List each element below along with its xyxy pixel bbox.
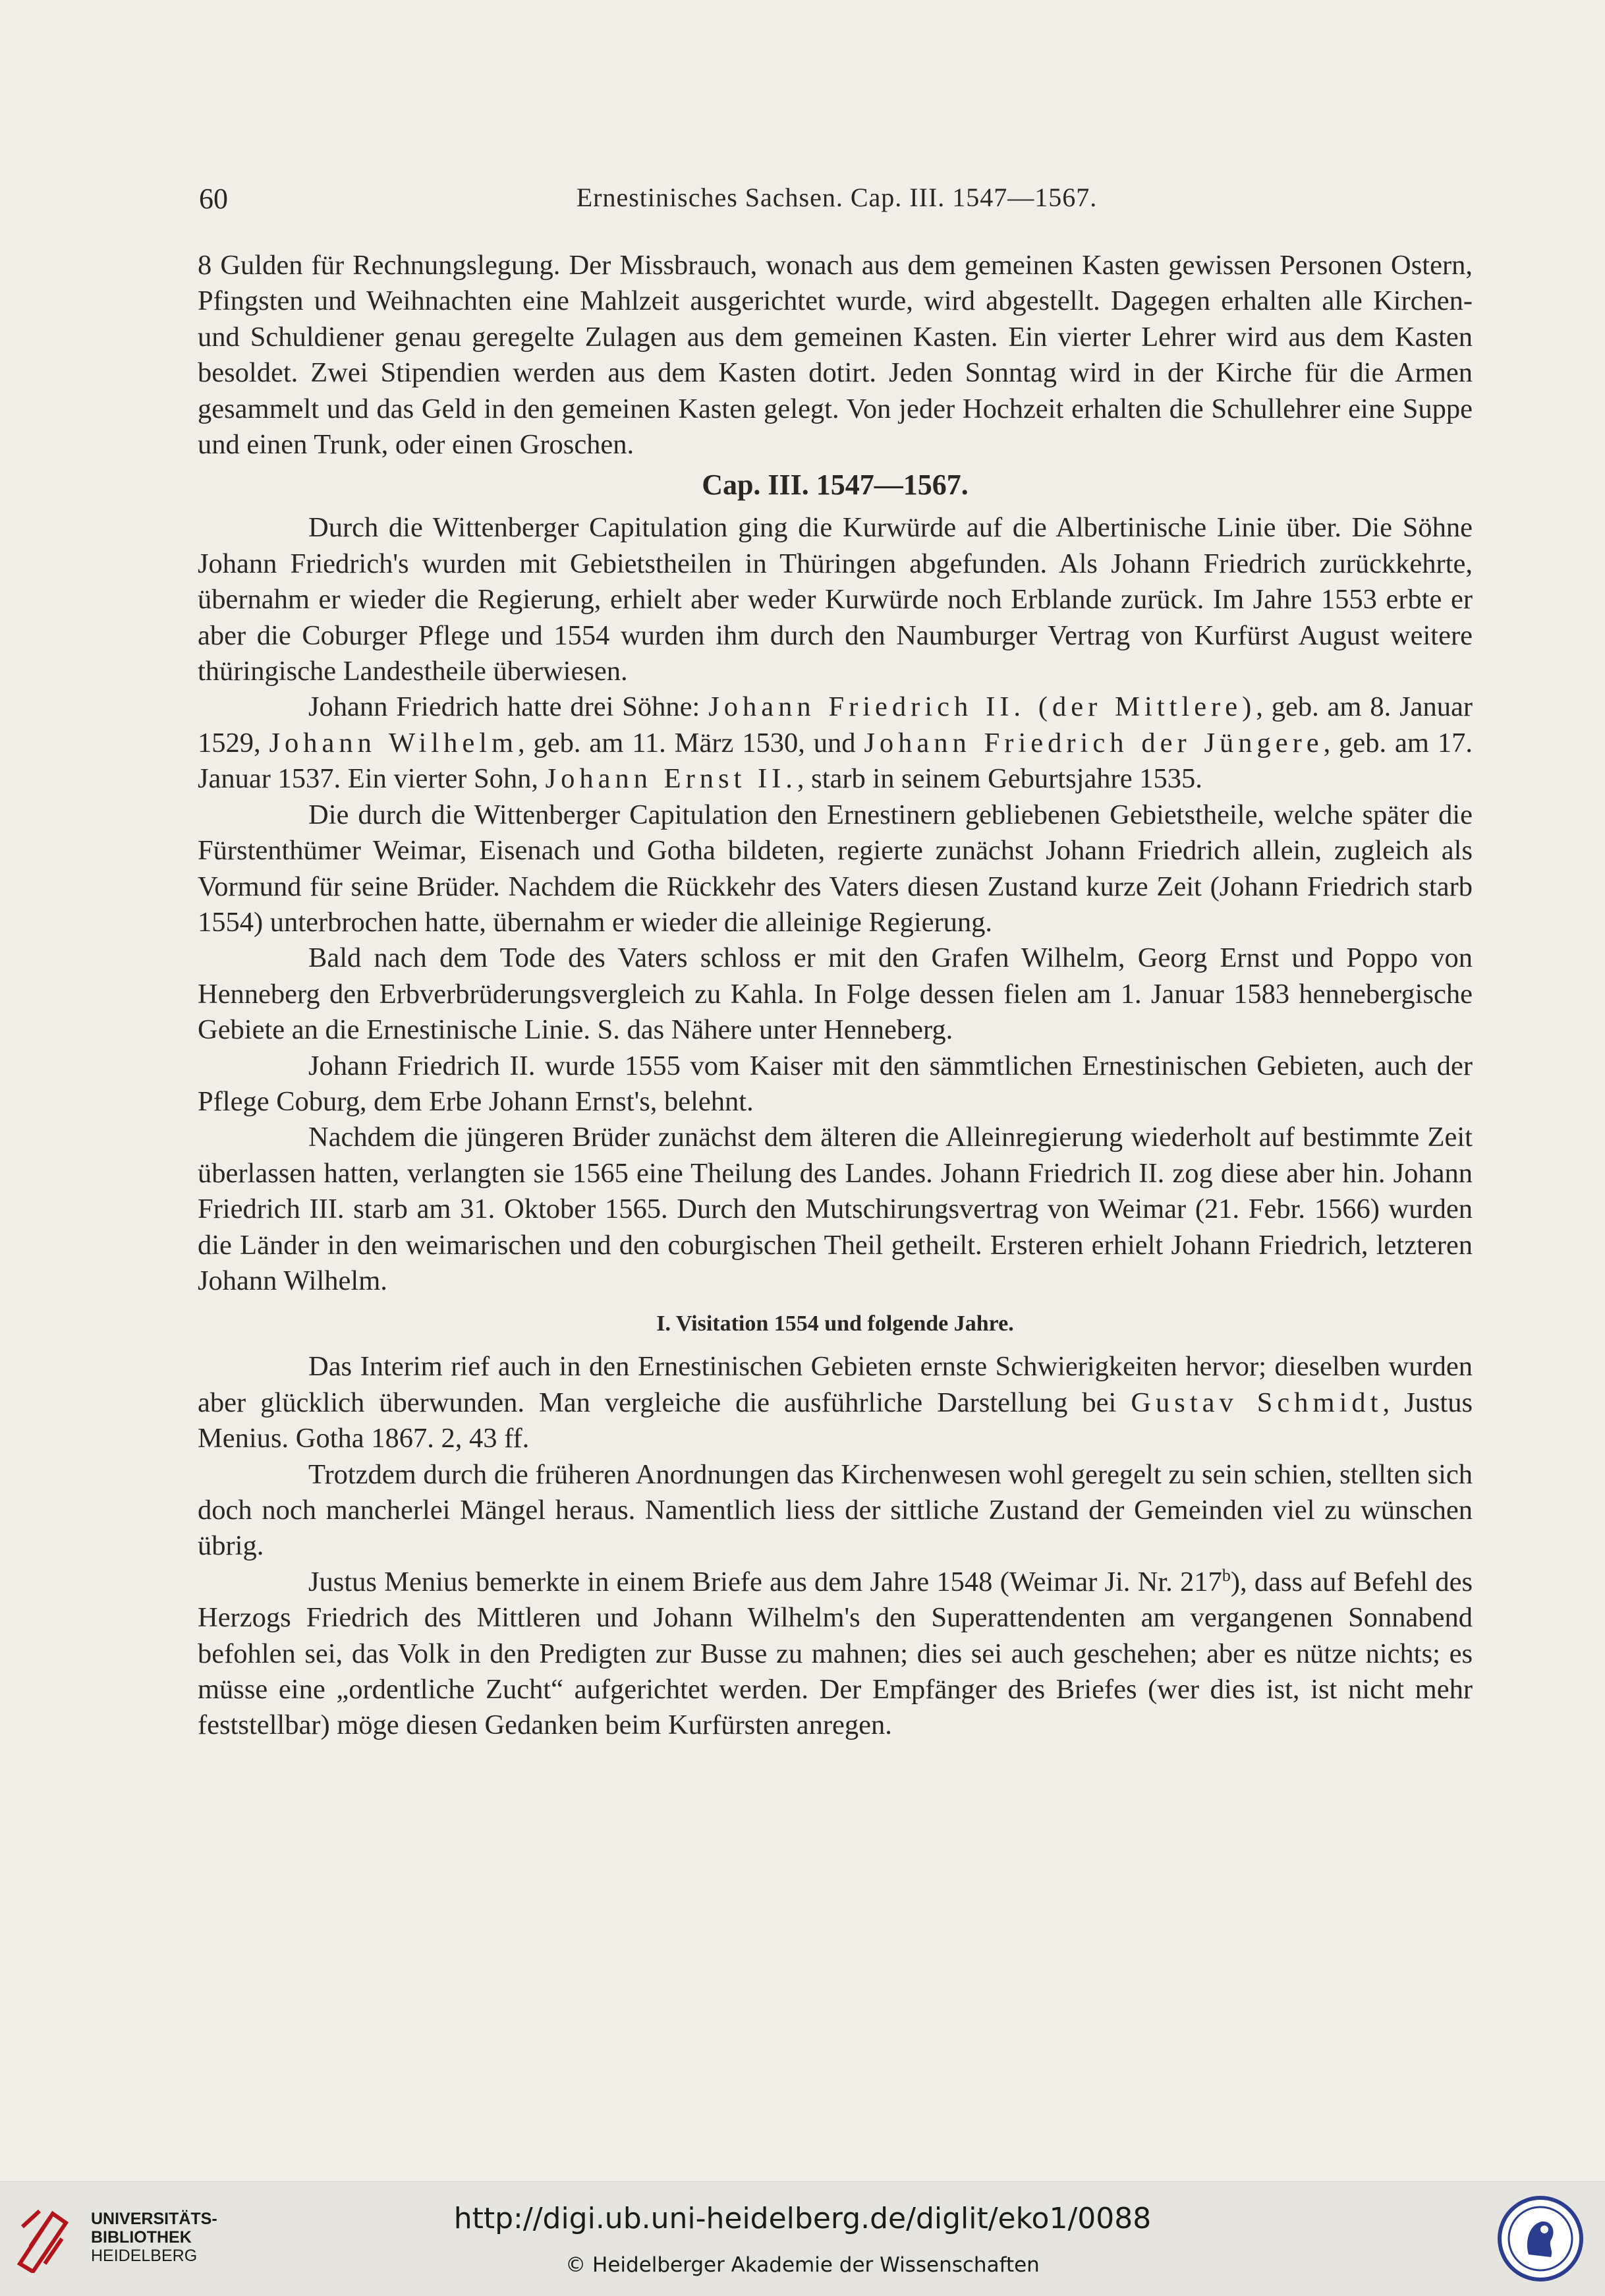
spaced-name: Johann Wilhelm: [269, 727, 519, 759]
text-run: , geb. am 11. März 1530, und: [518, 727, 864, 759]
text-run: ), dass auf Befehl des Herzogs Friedrich des Mittleren und Johann Wilhelm's den Superattendenten am vergangenen Sonnabend befohlen sei, das Volk in den Predigten zur Busse zu mahnen; dies sei auch geschehen; aber es nütze nichts; es müsse eine „ordentliche Zucht“ aufgerichtet werden. Der Empfänger des Briefes (wer dies ist, ist nicht mehr feststellbar) möge diesen Gedanken beim Kurfürsten anregen.: [198, 1566, 1473, 1741]
text-run: Das Interim rief auch in den Ernestinischen Gebieten ernste Schwierigkeiten hervor; dieselben wurden aber glücklich überwunden. Man vergleiche die ausführliche Darstellung bei: [198, 1351, 1473, 1418]
text-run: Justus Menius bemerkte in einem Briefe aus dem Jahre 1548 (Weimar Ji. Nr. 217: [308, 1566, 1222, 1597]
running-title: Ernestinisches Sachsen. Cap. III. 1547—1567.: [576, 183, 1098, 212]
logo-line: BIBLIOTHEK: [91, 2228, 192, 2247]
logo-line: UNIVERSITÄTS-: [91, 2210, 217, 2228]
body-text: [198, 248, 1473, 1744]
logo-line: HEIDELBERG: [91, 2247, 198, 2265]
paragraph: Nachdem die jüngeren Brüder zunächst dem älteren die Alleinregierung wiederholt auf bestimmte Zeit überlassen hatten, verlangten sie 1565 eine Theilung des Landes. Johann Friedrich II. zog diese aber hin. Johann Friedrich III. starb am 31. Oktober 1565. Durch den Mutschirungsvertrag von Weimar (21. Febr. 1566) wurden die Länder in den weimarischen und den coburgischen Theil getheilt. Ersteren erhielt Johann Friedrich, letzteren Johann Wilhelm.: [198, 1122, 1473, 1296]
paragraph: [198, 1349, 1473, 1456]
section-heading: I. Visitation 1554 und folgende Jahre.: [656, 1311, 1014, 1336]
spaced-name: Gustav Schmidt: [1131, 1387, 1383, 1418]
viewer-footer: [0, 2181, 1605, 2296]
text-run: Johann Friedrich hatte drei Söhne:: [308, 691, 709, 723]
paragraph: Die durch die Wittenberger Capitulation den Ernestinern gebliebenen Gebietstheile, welche später die Fürstenthümer Weimar, Eisenach und Gotha bildeten, regierte zunächst Johann Friedrich allein, zugleich als Vormund für seine Brüder. Nachdem die Rückkehr des Vaters diesen Zustand kurze Zeit (Johann Friedrich starb 1554) unterbrochen hatte, übernahm er wieder die alleinige Regierung.: [198, 799, 1473, 938]
page-number: 60: [199, 183, 228, 215]
paragraph: 8 Gulden für Rechnungslegung. Der Missbrauch, wonach aus dem gemeinen Kasten gewissen Personen Ostern, Pfingsten und Weihnachten eine Mahlzeit ausgerichtet wurde, wird abgestellt. Dagegen erhalten alle Kirchen- und Schuldiener genau geregelte Zulagen aus dem gemeinen Kasten. Ein vierter Lehrer wird aus dem Kasten besoldet. Zwei Stipendien werden aus dem Kasten dotirt. Jeden Sonntag wird in der Kirche für die Armen gesammelt und das Geld in den gemeinen Kasten gelegt. Von jeder Hochzeit erhalten die Schullehrer eine Suppe und einen Trunk, oder einen Groschen.: [198, 250, 1473, 461]
paragraph: Johann Friedrich II. wurde 1555 vom Kaiser mit den sämmtlichen Ernestinischen Gebieten, auch der Pflege Coburg, dem Erbe Johann Ernst's, belehnt.: [198, 1050, 1473, 1117]
spaced-name: Johann Friedrich der Jüngere: [864, 727, 1324, 759]
paragraph: Trotzdem durch die früheren Anordnungen das Kirchenwesen wohl geregelt zu sein schien, stellten sich doch noch mancherlei Mängel heraus. Namentlich liess der sittliche Zustand der Gemeinden viel zu wünschen übrig.: [198, 1458, 1473, 1562]
chapter-heading: Cap. III. 1547—1567.: [702, 469, 969, 502]
text-run: , geb. am 17. Januar 1537. Ein vierter Sohn,: [198, 727, 1473, 795]
paragraph: Durch die Wittenberger Capitulation ging die Kurwürde auf die Albertinische Linie über. Die Söhne Johann Friedrich's wurden mit Gebietstheilen in Thüringen abgefunden. Als Johann Friedrich zurückkehrte, übernahm er wieder die Regierung, erhielt aber weder Kurwürde noch Erblande zurück. Im Jahre 1553 erbte er aber die Coburger Pflege und 1554 wurden ihm durch den Naumburger Vertrag von Kurfürst August weitere thüringische Landestheile überwiesen.: [198, 512, 1473, 687]
spaced-name: Johann Friedrich II. (der Mittlere): [708, 691, 1256, 723]
paragraph: [198, 689, 1473, 797]
academy-seal-icon[interactable]: [1496, 2194, 1585, 2283]
paragraph: [198, 1564, 1473, 1744]
paragraph: Bald nach dem Tode des Vaters schloss er mit den Grafen Wilhelm, Georg Ernst und Poppo von Henneberg den Erbverbrüderungsvergleich zu Kahla. In Folge dessen fielen am 1. Januar 1583 hennebergische Gebiete an die Ernestinische Linie. S. das Nähere unter Henneberg.: [198, 942, 1473, 1046]
text-run: , Justus Menius. Gotha 1867. 2, 43 ff.: [198, 1387, 1473, 1454]
spaced-name: Johann Ernst II.: [545, 763, 797, 795]
footnote-mark: b: [1222, 1565, 1231, 1585]
text-run: , geb. am 8. Januar 1529,: [198, 691, 1473, 759]
text-run: , starb in seinem Geburtsjahre 1535.: [797, 763, 1202, 795]
copyright-notice: © Heidelberger Akademie der Wissenschaften: [565, 2253, 1040, 2277]
page-header: [198, 182, 1476, 215]
permalink[interactable]: http://digi.ub.uni-heidelberg.de/diglit/eko1/0088: [453, 2202, 1152, 2235]
